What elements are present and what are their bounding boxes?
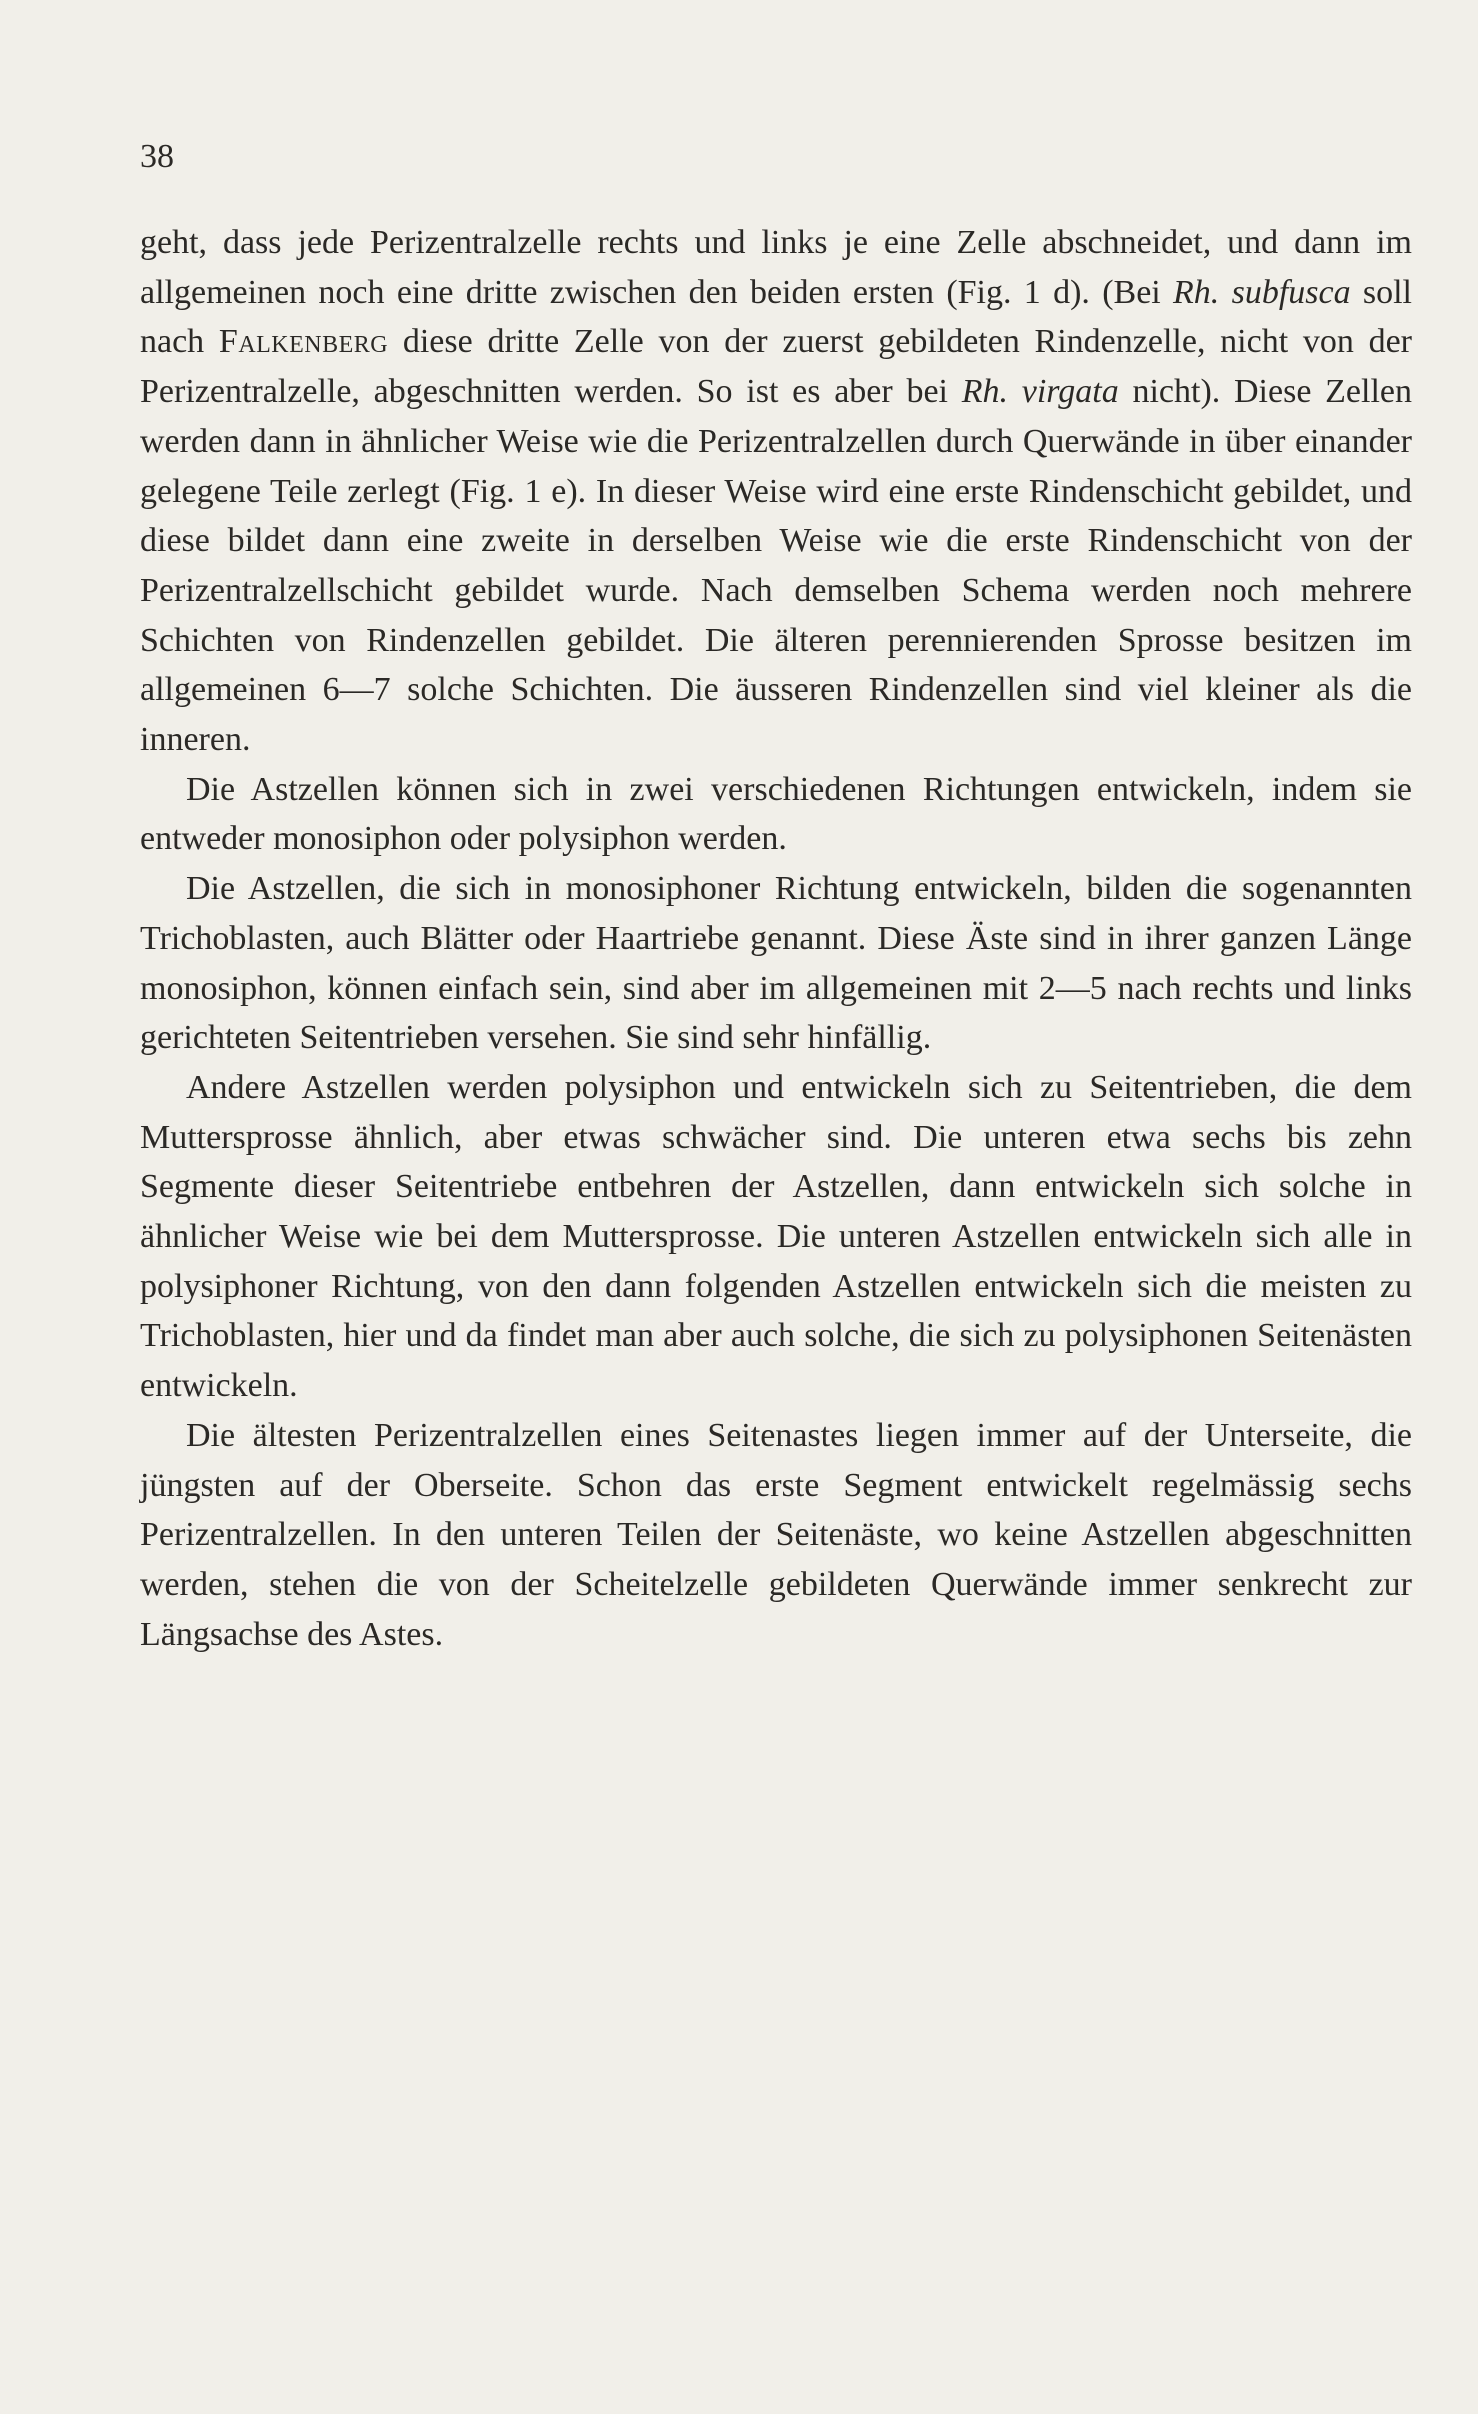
paragraph bbox=[140, 1411, 1412, 1660]
text-run: nicht). Diese Zellen werden dann in ähnlicher Weise wie die Perizentralzellen durch Querwände in über einander gelegene Teile zerlegt (Fig. 1 e). In dieser Weise wird eine erste Rindenschicht gebildet, und diese bildet dann eine zweite in derselben Weise wie die erste Rindenschicht von der Perizentralzellschicht gebildet wurde. Nach demselben Schema werden noch mehrere Schichten von Rindenzellen gebildet. Die älteren perennierenden Sprosse besitzen im allgemeinen 6—7 solche Schichten. Die äusseren Rindenzellen sind viel kleiner als die inneren. bbox=[140, 373, 1413, 759]
paragraph bbox=[140, 864, 1412, 1063]
text-run: Andere Astzellen werden polysiphon und entwickeln sich zu Seitentrieben, die dem Muttersprosse ähnlich, aber etwas schwächer sind. Die unteren etwa sechs bis zehn Segmente dieser Seitentriebe entbehren der Astzellen, dann entwickeln sich solche in ähnlicher Weise wie bei dem Muttersprosse. Die unteren Astzellen entwickeln sich alle in polysiphoner Richtung, von den dann folgenden Astzellen entwickeln sich die meisten zu Trichoblasten, hier und da findet man aber auch solche, die sich zu polysiphonen Seitenästen entwickeln. bbox=[140, 1068, 1412, 1405]
paragraph bbox=[140, 765, 1412, 864]
text-run: soll nach bbox=[140, 273, 1413, 361]
author-name: Falkenberg bbox=[218, 323, 389, 361]
paragraph bbox=[140, 218, 1412, 765]
paragraph bbox=[140, 1063, 1412, 1411]
text-run: Die ältesten Perizentralzellen eines Seitenastes liegen immer auf der Unterseite, die jüngsten auf der Oberseite. Schon das erste Segment entwickelt regelmässig sechs Perizentralzellen. In den unteren Teilen der Seitenäste, wo keine Astzellen abgeschnitten werden, stehen die von der Scheitelzelle gebildeten Querwände immer senkrecht zur Längsachse des Astes. bbox=[140, 1416, 1412, 1653]
text-run: Die Astzellen, die sich in monosiphoner Richtung entwickeln, bilden die sogenannten Trichoblasten, auch Blätter oder Haartriebe genannt. Diese Äste sind in ihrer ganzen Länge monosiphon, können einfach sein, sind aber im allgemeinen mit 2—5 nach rechts und links gerichteten Seitentrieben versehen. Sie sind sehr hinfällig. bbox=[140, 870, 1412, 1057]
page-number: 38 bbox=[140, 138, 174, 175]
species-name: Rh. subfusca bbox=[1173, 273, 1351, 311]
text-run: geht, dass jede Perizentralzelle rechts und links je eine Zelle abschneidet, und dann im allgemeinen noch eine dritte zwischen den beiden ersten (Fig. 1 d). (Bei bbox=[140, 224, 1412, 311]
text-run: Die Astzellen können sich in zwei verschiedenen Richtungen entwickeln, indem sie entweder monosiphon oder polysiphon werden. bbox=[140, 770, 1412, 858]
body-text bbox=[140, 218, 1412, 1659]
text-run: diese dritte Zelle von der zuerst gebildeten Rindenzelle, nicht von der Perizentralzelle, abgeschnitten werden. So ist es aber bei bbox=[140, 323, 1412, 411]
species-name: Rh. virgata bbox=[961, 373, 1119, 411]
